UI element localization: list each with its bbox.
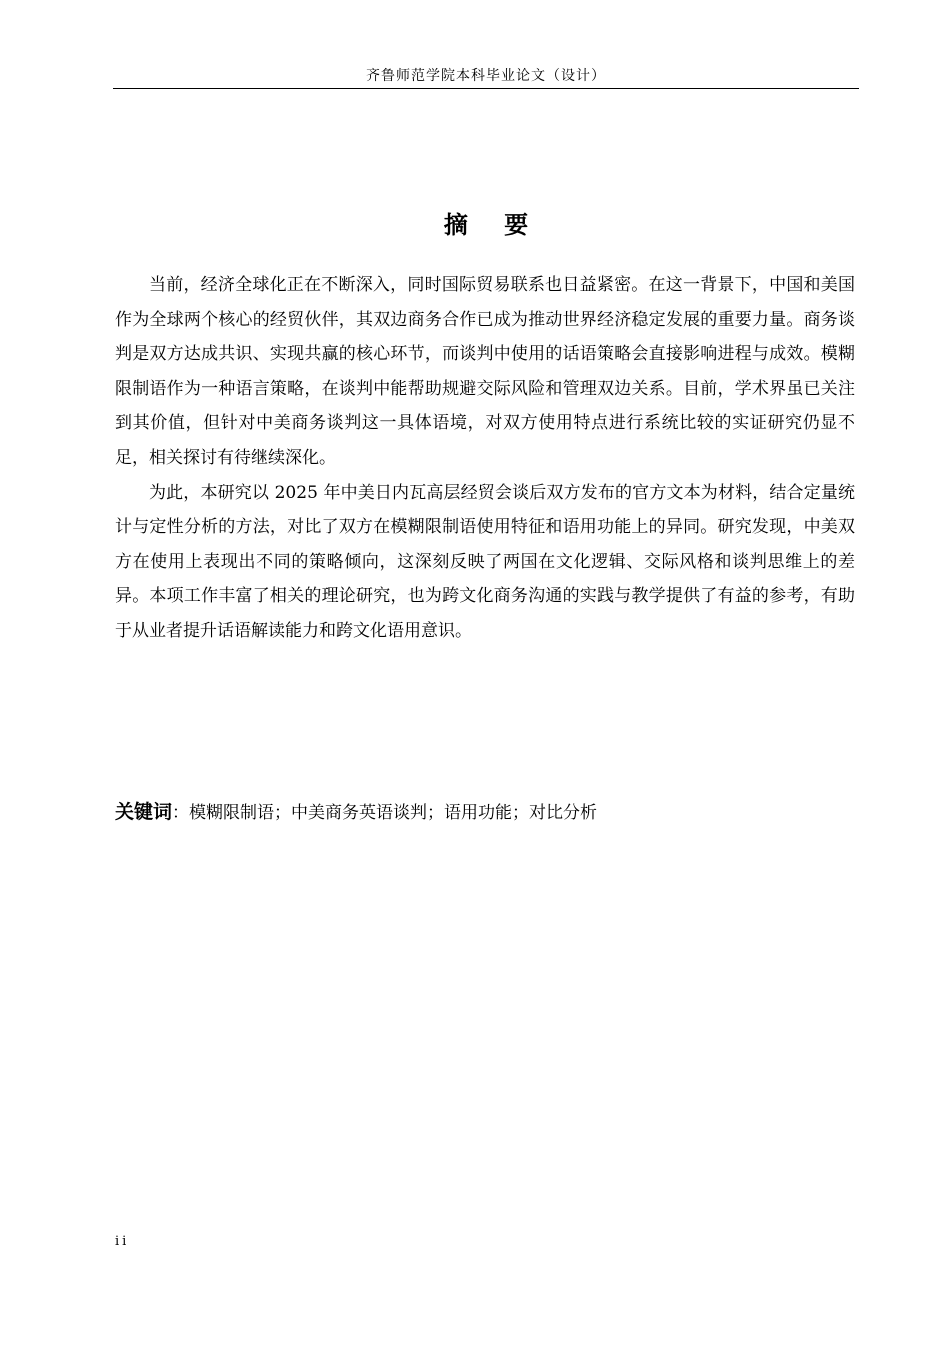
keywords-line <box>115 795 855 830</box>
keywords-label: 关键词 <box>115 801 173 823</box>
keywords-text: 模糊限制语；中美商务英语谈判；语用功能；对比分析 <box>189 803 598 823</box>
abstract-body <box>115 268 855 649</box>
running-header: 齐鲁师范学院本科毕业论文（设计） <box>366 68 606 84</box>
keywords-separator: ： <box>172 803 190 823</box>
page-number: ii <box>115 1234 130 1249</box>
header-rule <box>113 88 859 89</box>
abstract-paragraph-1: 当前，经济全球化正在不断深入，同时国际贸易联系也日益紧密。在这一背景下，中国和美国作为全球两个核心的经贸伙伴，其双边商务合作已成为推动世界经济稳定发展的重要力量。商务谈判是双方达成共识、实现共赢的核心环节，而谈判中使用的话语策略会直接影响进程与成效。模糊限制语作为一种语言策略，在谈判中能帮助规避交际风险和管理双边关系。目前，学术界虽已关注到其价值，但针对中美商务谈判这一具体语境，对双方使用特点进行系统比较的实证研究仍显不足，相关探讨有待继续深化。 <box>115 275 855 468</box>
abstract-paragraph-2: 为此，本研究以 2025 年中美日内瓦高层经贸会谈后双方发布的官方文本为材料，结合定量统计与定性分析的方法，对比了双方在模糊限制语使用特征和语用功能上的异同。研究发现，中美双方在使用上表现出不同的策略倾向，这深刻反映了两国在文化逻辑、交际风格和谈判思维上的差异。本项工作丰富了相关的理论研究，也为跨文化商务沟通的实践与教学提供了有益的参考，有助于从业者提升话语解读能力和跨文化语用意识。 <box>115 482 855 641</box>
abstract-title: 摘 要 <box>443 211 543 239</box>
